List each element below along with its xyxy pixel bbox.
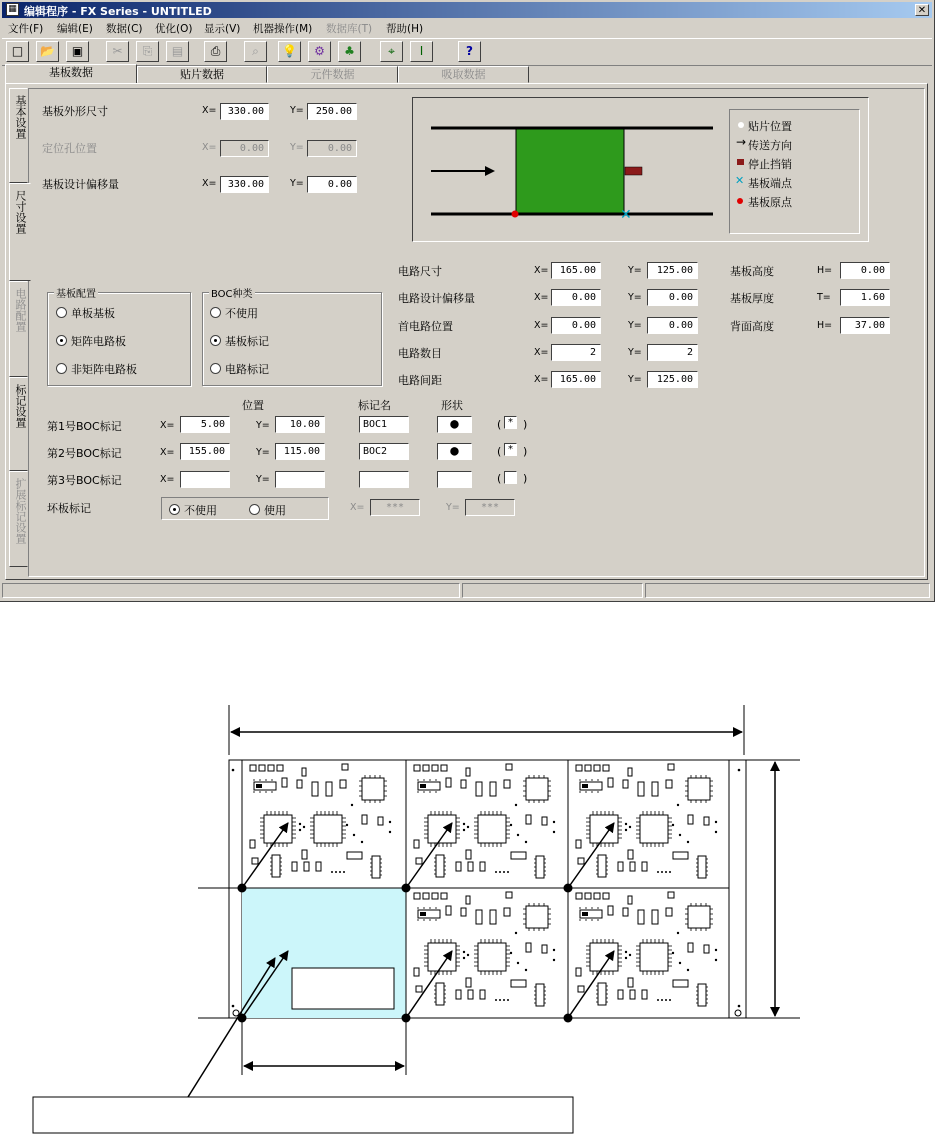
hole-x-field[interactable]: 0.00 (220, 140, 269, 157)
side-tab-mark[interactable] (9, 377, 28, 471)
back-height-label: 背面高度 (730, 320, 774, 333)
circuit-size-x-field[interactable]: 165.00 (551, 262, 601, 279)
panel-diagram (0, 640, 935, 1135)
corner-dot-bl (232, 1005, 235, 1008)
circuit-label-box (292, 968, 394, 1009)
boc-type-title: BOC种类 (209, 285, 255, 300)
mark3-paren-close: ) (523, 472, 528, 485)
pitch-y-field[interactable]: 125.00 (647, 371, 698, 388)
arrow-right-icon: → (736, 135, 747, 149)
board-height-label: 基板高度 (730, 265, 774, 278)
tab-part-data[interactable]: 元件数据 (267, 66, 398, 83)
save-icon[interactable]: ▣ (66, 41, 89, 62)
mark1-shape-field[interactable]: ● (437, 416, 472, 433)
outer-x-prefix: X= (202, 105, 217, 116)
callout-box (33, 1097, 573, 1133)
mark2-y-prefix: Y= (256, 447, 270, 458)
side-tab-ext-mark-label: 扩展标记设置 (14, 478, 27, 544)
mark3-y-prefix: Y= (256, 474, 270, 485)
menu-file[interactable]: 文件(F) (8, 23, 44, 35)
mark3-checkbox[interactable] (504, 471, 517, 484)
corner-dot-br (738, 1005, 741, 1008)
mount-pos-icon (738, 122, 744, 128)
radio-bad-mark-on[interactable] (249, 504, 260, 515)
bad-mark-off-label: 不使用 (184, 504, 217, 517)
menu-help[interactable]: 帮助(H) (386, 23, 424, 35)
help-icon[interactable]: ? (458, 41, 481, 62)
outer-x-field[interactable]: 330.00 (220, 103, 269, 120)
first-x-field[interactable]: 0.00 (551, 317, 601, 334)
status-bar (2, 583, 932, 599)
corner-dot-tl (232, 769, 235, 772)
circuit-offset-y-prefix: Y= (628, 292, 642, 303)
align-icon[interactable]: ⌖ (380, 41, 403, 62)
first-y-prefix: Y= (628, 320, 642, 331)
count-y-prefix: Y= (628, 347, 642, 358)
title-bar (2, 2, 932, 18)
pitch-x-field[interactable]: 165.00 (551, 371, 601, 388)
offset-x-field[interactable]: 330.00 (220, 176, 269, 193)
boc-none-label: 不使用 (225, 307, 258, 320)
board-height-prefix: H= (817, 265, 833, 276)
circuit-size-y-field[interactable]: 125.00 (647, 262, 698, 279)
side-tab-circuit[interactable] (9, 281, 28, 377)
mark1-x-field[interactable]: 5.00 (180, 416, 230, 433)
menu-edit[interactable]: 编辑(E) (57, 23, 93, 35)
pitch-x-prefix: X= (534, 374, 549, 385)
single-board-label: 单板基板 (71, 307, 115, 320)
mark3-shape-field[interactable] (437, 471, 472, 488)
mark2-checkbox[interactable]: * (504, 443, 517, 456)
menu-bar (2, 19, 932, 36)
status-cell-3 (645, 583, 930, 598)
side-tab-mark-label: 标记设置 (14, 384, 27, 428)
menu-optimize[interactable]: 优化(O) (155, 23, 193, 35)
board-height-field[interactable]: 0.00 (840, 262, 890, 279)
menu-machine[interactable]: 机器操作(M) (253, 23, 313, 35)
mark3-y-field[interactable] (275, 471, 325, 488)
first-y-field[interactable]: 0.00 (647, 317, 698, 334)
side-tab-ext-mark[interactable] (9, 471, 28, 567)
circuit-size-label: 电路尺寸 (398, 265, 442, 278)
offset-x-prefix: X= (202, 178, 217, 189)
fiducial-br (735, 1010, 741, 1016)
mark2-shape-field[interactable]: ● (437, 443, 472, 460)
hole-y-field[interactable]: 0.00 (307, 140, 357, 157)
count-x-field[interactable]: 2 (551, 344, 601, 361)
mark2-x-prefix: X= (160, 447, 175, 458)
mark1-x-prefix: X= (160, 420, 175, 431)
print-icon[interactable]: ⎙ (204, 41, 227, 62)
hole-y-prefix: Y= (290, 142, 304, 153)
close-button[interactable]: ✕ (915, 4, 929, 16)
board-thick-prefix: T= (817, 292, 831, 303)
side-tab-basic[interactable] (9, 88, 28, 183)
tab-pick-data[interactable]: 吸取数据 (398, 66, 529, 83)
bad-mark-x-prefix: X= (350, 502, 365, 513)
hole-x-prefix: X= (202, 142, 217, 153)
hole-pos-label: 定位孔位置 (42, 142, 97, 155)
side-tab-circuit-label: 电路配置 (14, 288, 27, 332)
boc-board-label: 基板标记 (225, 335, 269, 348)
transfer-arrow-head (485, 166, 495, 176)
legend-stopper: 停止挡销 (748, 158, 792, 171)
bad-mark-on-label: 使用 (264, 504, 286, 517)
optimize-icon[interactable]: ⚙ (308, 41, 331, 62)
circuit-offset-x-prefix: X= (534, 292, 549, 303)
circuit-offset-label: 电路设计偏移量 (398, 292, 475, 305)
height-icon[interactable]: Ⅰ (410, 41, 433, 62)
outer-y-field[interactable]: 250.00 (307, 103, 357, 120)
cut-icon[interactable]: ✂ (106, 41, 129, 62)
legend-transfer-dir: 传送方向 (748, 139, 792, 152)
preview-legend (729, 109, 860, 234)
radio-boc-circuit[interactable] (210, 363, 221, 374)
circuit-offset-x-field[interactable]: 0.00 (551, 289, 601, 306)
mark-shape-header: 形状 (441, 399, 463, 412)
find-icon[interactable]: ⌕ (244, 41, 267, 62)
tab-board-data[interactable]: 基板数据 (5, 64, 137, 84)
circuit-size-x-prefix: X= (534, 265, 549, 276)
radio-boc-board[interactable] (210, 335, 221, 346)
bad-mark-y-field[interactable]: *** (465, 499, 515, 516)
mark-pos-header: 位置 (242, 399, 264, 412)
legend-board-origin: 基板原点 (748, 196, 792, 209)
mark1-y-prefix: Y= (256, 420, 270, 431)
count-x-prefix: X= (534, 347, 549, 358)
back-height-field[interactable]: 37.00 (840, 317, 890, 334)
mark1-name-field[interactable]: BOC1 (359, 416, 409, 433)
mark3-label: 第3号BOC标记 (47, 474, 122, 487)
side-tab-basic-label: 基本设置 (14, 95, 27, 139)
mark2-label: 第2号BOC标记 (47, 447, 122, 460)
radio-single-board[interactable] (56, 307, 67, 318)
nonmatrix-board-label: 非矩阵电路板 (71, 363, 137, 376)
mark-name-header: 标记名 (358, 399, 391, 412)
parts-icon[interactable]: ♣ (338, 41, 361, 62)
paste-icon[interactable]: ▤ (166, 41, 189, 62)
bad-mark-label: 坏板标记 (47, 502, 91, 515)
circuit-count-label: 电路数目 (398, 347, 442, 360)
mark3-x-prefix: X= (160, 474, 175, 485)
pitch-y-prefix: Y= (628, 374, 642, 385)
mark3-paren-open: ( (497, 472, 502, 485)
board-shape (516, 129, 624, 213)
board-thick-label: 基板厚度 (730, 292, 774, 305)
app-icon: ▦ (6, 3, 19, 16)
side-tab-size[interactable] (9, 183, 31, 281)
radio-nonmatrix-board[interactable] (56, 363, 67, 374)
boc-circuit-label: 电路标记 (225, 363, 269, 376)
matrix-board-label: 矩阵电路板 (71, 335, 126, 348)
bad-mark-x-field[interactable]: *** (370, 499, 420, 516)
offset-y-prefix: Y= (290, 178, 304, 189)
mark3-name-field[interactable] (359, 471, 409, 488)
panel-diagram-svg (0, 640, 935, 1135)
legend-mount-pos: 贴片位置 (748, 120, 792, 133)
outer-size-label: 基板外形尺寸 (42, 105, 108, 118)
mark3-x-field[interactable] (180, 471, 230, 488)
origin-dot-icon (737, 198, 743, 204)
mark2-paren-close: ) (523, 445, 528, 458)
radio-matrix-board[interactable] (56, 335, 67, 346)
legend-board-edge: 基板端点 (748, 177, 792, 190)
radio-boc-none[interactable] (210, 307, 221, 318)
side-tab-size-label: 尺寸设置 (14, 190, 27, 234)
toolbar (2, 38, 932, 66)
board-config-title: 基板配置 (54, 285, 98, 300)
copy-icon[interactable]: ⎘ (136, 41, 159, 62)
bad-mark-y-prefix: Y= (446, 502, 460, 513)
mark1-checkbox[interactable]: * (504, 416, 517, 429)
new-file-icon[interactable]: □ (6, 41, 29, 62)
open-folder-icon[interactable]: 📂 (36, 41, 59, 62)
tab-mount-data[interactable]: 贴片数据 (137, 66, 267, 83)
board-edge-cross: ✕ (620, 207, 632, 223)
cross-icon: ✕ (735, 174, 745, 187)
mark1-paren-open: ( (497, 418, 502, 431)
mark2-paren-open: ( (497, 445, 502, 458)
board-origin-dot (512, 211, 519, 218)
status-cell-2 (462, 583, 643, 598)
mark2-y-field[interactable]: 115.00 (275, 443, 325, 460)
menu-data[interactable]: 数据(C) (106, 23, 143, 35)
mark1-paren-close: ) (523, 418, 528, 431)
outer-y-prefix: Y= (290, 105, 304, 116)
fiducial-bl (233, 1010, 239, 1016)
menu-view[interactable]: 显示(V) (204, 23, 241, 35)
circuit-pitch-label: 电路间距 (398, 374, 442, 387)
mark1-label: 第1号BOC标记 (47, 420, 122, 433)
corner-dot-tr (738, 769, 741, 772)
circuit-offset-y-field[interactable]: 0.00 (647, 289, 698, 306)
status-cell-1 (2, 583, 460, 598)
mark2-name-field[interactable]: BOC2 (359, 443, 409, 460)
first-pos-label: 首电路位置 (398, 320, 453, 333)
circuit-size-y-prefix: Y= (628, 265, 642, 276)
mark2-x-field[interactable]: 155.00 (180, 443, 230, 460)
stopper-icon (737, 159, 744, 165)
radio-bad-mark-off[interactable] (169, 504, 180, 515)
design-offset-label: 基板设计偏移量 (42, 178, 119, 191)
stopper-shape (625, 167, 642, 175)
first-x-prefix: X= (534, 320, 549, 331)
mark1-y-field[interactable]: 10.00 (275, 416, 325, 433)
count-y-field[interactable]: 2 (647, 344, 698, 361)
window-title: 编辑程序 - FX Series - UNTITLED (24, 5, 212, 18)
back-height-prefix: H= (817, 320, 833, 331)
offset-y-field[interactable]: 0.00 (307, 176, 357, 193)
board-thick-field[interactable]: 1.60 (840, 289, 890, 306)
lightbulb-icon[interactable]: 💡 (278, 41, 301, 62)
menu-database[interactable]: 数据库(T) (326, 23, 373, 35)
